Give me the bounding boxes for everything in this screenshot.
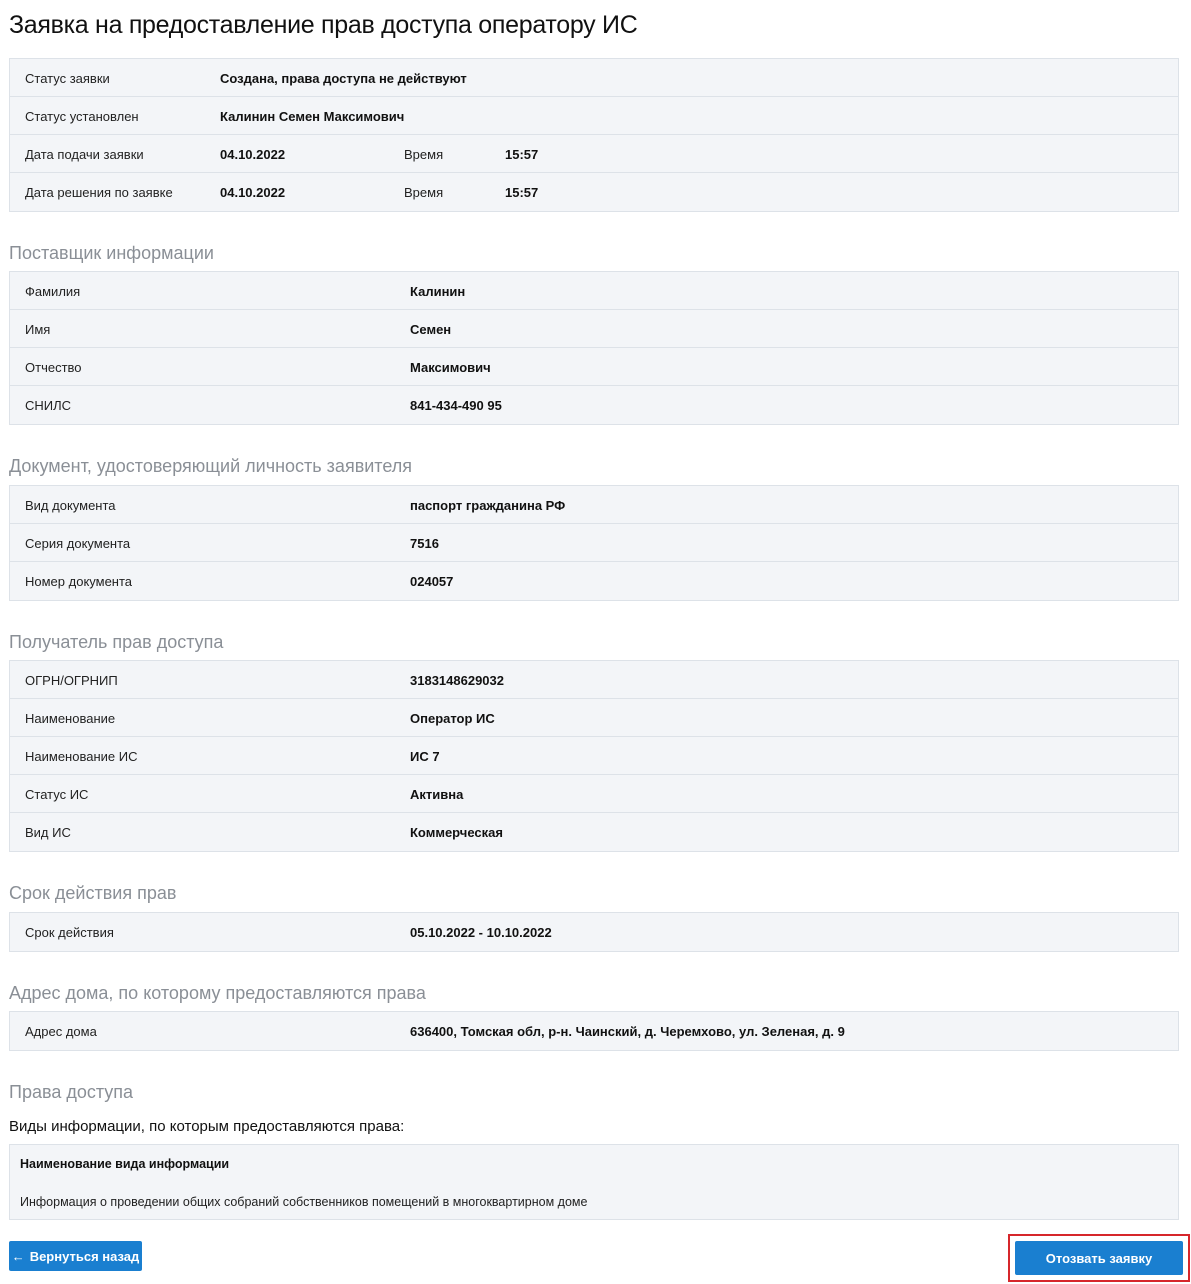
address-section-title: Адрес дома, по которому предоставляются права: [9, 983, 426, 1003]
field-label: ОГРН/ОГРНИП: [25, 673, 118, 688]
field-label: Наименование: [25, 711, 116, 726]
page-title: Заявка на предоставление прав доступа оператору ИС: [9, 11, 638, 39]
table-row: [10, 737, 1178, 775]
field-value: 3183148629032: [410, 673, 504, 688]
recipient-panel: [9, 660, 1179, 852]
field-value: Семен: [410, 322, 452, 337]
submit-time-label: Время: [404, 147, 444, 162]
list-item: Информация о проведении общих собраний собственников помещений в многоквартирном доме: [20, 1195, 588, 1209]
submit-time-value: 15:57: [505, 147, 539, 162]
field-label: Вид ИС: [25, 825, 71, 840]
back-button[interactable]: [9, 1241, 142, 1271]
period-panel: [9, 912, 1179, 952]
field-label: Наименование ИС: [25, 749, 138, 764]
arrow-left-icon: ←: [11, 1248, 25, 1264]
recipient-section-title: Получатель прав доступа: [9, 632, 224, 652]
table-row: [10, 272, 1178, 310]
field-label: Отчество: [25, 360, 82, 375]
field-value: Оператор ИС: [410, 711, 495, 726]
table-row: [10, 813, 1178, 851]
decision-time-label: Время: [404, 185, 444, 200]
field-label: Серия документа: [25, 536, 131, 551]
table-row: [10, 486, 1178, 524]
field-label: Адрес дома: [25, 1024, 97, 1039]
decision-date-label: Дата решения по заявке: [25, 185, 173, 200]
set-by-row: [10, 97, 1178, 135]
field-value: Активна: [410, 787, 464, 802]
field-value: 7516: [410, 536, 439, 551]
submit-date-row: [10, 135, 1178, 173]
column-header: Наименование вида информации: [20, 1157, 230, 1171]
status-panel: [9, 58, 1179, 212]
table-row: [10, 1012, 1178, 1050]
field-label: Имя: [25, 322, 51, 337]
decision-date-row: [10, 173, 1178, 211]
field-value: паспорт гражданина РФ: [410, 498, 566, 513]
field-value: 05.10.2022 - 10.10.2022: [410, 925, 552, 940]
period-section-title: Срок действия прав: [9, 883, 177, 903]
field-value: Коммерческая: [410, 825, 503, 840]
status-row: [10, 59, 1178, 97]
submit-date-label: Дата подачи заявки: [25, 147, 144, 162]
table-row: [10, 775, 1178, 813]
table-row: [10, 562, 1178, 600]
field-value: Максимович: [410, 360, 491, 375]
field-label: Статус ИС: [25, 787, 89, 802]
field-label: Фамилия: [25, 284, 81, 299]
table-row: [10, 913, 1178, 951]
decision-time-value: 15:57: [505, 185, 539, 200]
supplier-section-title: Поставщик информации: [9, 243, 214, 263]
decision-date-value: 04.10.2022: [220, 185, 286, 200]
field-value: 841-434-490 95: [410, 398, 502, 413]
document-section-title: Документ, удостоверяющий личность заявителя: [9, 456, 413, 476]
document-panel: [9, 485, 1179, 601]
table-row: [10, 661, 1178, 699]
supplier-panel: [9, 271, 1179, 425]
field-value: 024057: [410, 574, 454, 589]
field-label: Номер документа: [25, 574, 133, 589]
set-by-value: Калинин Семен Максимович: [220, 109, 405, 124]
info-types-table: [9, 1144, 1179, 1220]
withdraw-button[interactable]: Отозвать заявку: [1015, 1241, 1183, 1275]
field-value: 636400, Томская обл, р-н. Чаинский, д. Черемхово, ул. Зеленая, д. 9: [410, 1024, 845, 1039]
rights-section-title: Права доступа: [9, 1082, 134, 1102]
table-row: [10, 524, 1178, 562]
field-value: Калинин: [410, 284, 466, 299]
status-label: Статус заявки: [25, 71, 110, 86]
address-panel: [9, 1011, 1179, 1051]
submit-date-value: 04.10.2022: [220, 147, 286, 162]
field-label: Вид документа: [25, 498, 116, 513]
status-value: Создана, права доступа не действуют: [220, 71, 467, 86]
table-row: [10, 386, 1178, 424]
back-button-label: Вернуться назад: [29, 1248, 140, 1264]
field-label: Срок действия: [25, 925, 114, 940]
field-label: СНИЛС: [25, 398, 72, 413]
set-by-label: Статус установлен: [25, 109, 139, 124]
rights-subheading: Виды информации, по которым предоставляются права:: [9, 1118, 405, 1135]
table-row: [10, 310, 1178, 348]
table-row: [10, 348, 1178, 386]
table-row: [10, 699, 1178, 737]
field-value: ИС 7: [410, 749, 440, 764]
